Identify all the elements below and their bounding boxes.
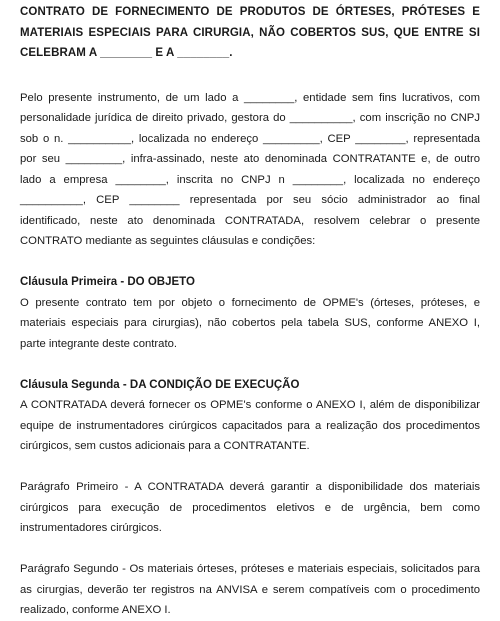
- spacer: [20, 457, 480, 478]
- contract-document: [20, 0, 480, 621]
- spacer: [20, 539, 480, 560]
- clause-1-heading: Cláusula Primeira - DO OBJETO: [20, 276, 195, 288]
- contract-title: CONTRATO DE FORNECIMENTO DE PRODUTOS DE ÓRTESES, PRÓTESES E MATERIAIS ESPECIAIS PARA CIRURGIA, NÃO COBERTOS SUS, QUE ENTRE SI CELEBRAM A ________ E A ________.: [20, 6, 480, 59]
- clause-2-text: A CONTRATADA deverá fornecer os OPME's conforme o ANEXO I, além de disponibilizar equipe de instrumentadores cirúrgicos capacitados para a realização dos procedimentos cirúrgicos, sem custos adicionais para a CONTRATANTE.: [20, 399, 480, 452]
- spacer: [20, 64, 480, 88]
- clause-1-text: O presente contrato tem por objeto o fornecimento de OPME's (órteses, próteses, e materiais especiais para cirurgias), não cobertos pela tabela SUS, conforme ANEXO I, parte integrante deste contrato.: [20, 296, 480, 350]
- spacer: [20, 252, 480, 273]
- spacer: [20, 354, 480, 375]
- clause-2-heading: Cláusula Segunda - DA CONDIÇÃO DE EXECUÇÃO: [20, 378, 300, 391]
- preamble-paragraph: Pelo presente instrumento, de um lado a ________, entidade sem fins lucrativos, com personalidade jurídica de direito privado, gestora do __________, com inscrição no CNPJ sob o n. __________, localizada no endereço _________, CEP ________, representada por seu _________, infra-assinado, neste ato denominada CONTRATANTE e, de outro lado a empresa ________, inscrita no CNPJ n ________, localizada no endereço __________, CEP ________ representada por seu sócio administrador ao final identificado, neste ato denominada CONTRATADA, resolvem celebrar o presente CONTRATO mediante as seguintes cláusulas e condições:: [20, 91, 480, 247]
- clause-2-paragraph-2: Parágrafo Segundo - Os materiais órteses, próteses e materiais especiais, solicitados para as cirurgias, deverão ter registros na ANVISA e serem compatíveis com o procedimento realizado, conforme ANEXO I.: [20, 563, 480, 616]
- clause-2-paragraph-1: Parágrafo Primeiro - A CONTRATADA deverá garantir a disponibilidade dos materiais cirúrgicos para execução de procedimentos eletivos e de urgência, bem como instrumentadores cirúrgicos.: [20, 481, 480, 534]
